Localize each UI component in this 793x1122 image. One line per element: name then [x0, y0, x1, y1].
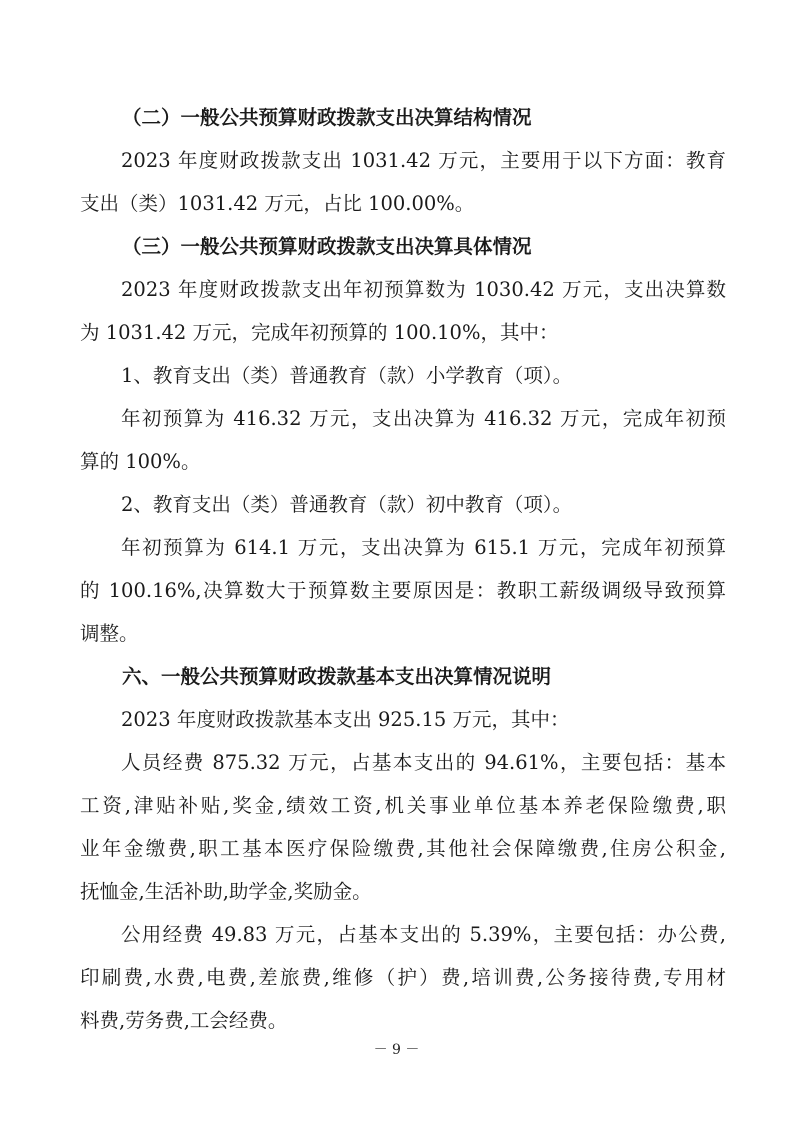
paragraph-line: 业年金缴费,职工基本医疗保险缴费,其他社会保障缴费,住房公积金,	[80, 837, 726, 860]
paragraph-line: 印刷费,水费,电费,差旅费,维修（护）费,培训费,公务接待费,专用材	[80, 966, 726, 989]
paragraph-line: 支出（类）1031.42 万元，占比 100.00%。	[80, 192, 475, 215]
paragraph-line: 年初预算为 416.32 万元，支出决算为 416.32 万元，完成年初预	[121, 407, 726, 430]
paragraph-line: 2023 年度财政拨款支出年初预算数为 1030.42 万元，支出决算数	[121, 278, 726, 301]
paragraph-line: 工资,津贴补贴,奖金,绩效工资,机关事业单位基本养老保险缴费,职	[80, 794, 726, 817]
paragraph-line: 抚恤金,生活补助,助学金,奖励金。	[80, 880, 372, 903]
paragraph-line: 公用经费 49.83 万元，占基本支出的 5.39%，主要包括：办公费,	[121, 923, 726, 946]
paragraph-line: 2023 年度财政拨款基本支出 925.15 万元，其中：	[121, 708, 570, 731]
paragraph-line: 2023 年度财政拨款支出 1031.42 万元，主要用于以下方面：教育	[121, 149, 726, 172]
paragraph-line: 年初预算为 614.1 万元，支出决算为 615.1 万元，完成年初预算	[121, 536, 726, 559]
paragraph-line: 人员经费 875.32 万元，占基本支出的 94.61%，主要包括：基本	[121, 751, 726, 774]
item-title: 1、教育支出（类）普通教育（款）小学教育（项）。	[121, 364, 573, 387]
section-heading-3: （三）一般公共预算财政拨款支出决算具体情况	[122, 235, 532, 258]
paragraph-line: 的 100.16%,决算数大于预算数主要原因是：教职工薪级调级导致预算	[80, 579, 726, 602]
paragraph-line: 为 1031.42 万元，完成年初预算的 100.10%，其中：	[80, 321, 559, 344]
paragraph-line: 调整。	[80, 622, 139, 645]
section-heading-2: （二）一般公共预算财政拨款支出决算结构情况	[122, 106, 532, 129]
paragraph-line: 算的 100%。	[80, 450, 201, 473]
section-heading-6: 六、一般公共预算财政拨款基本支出决算情况说明	[122, 665, 552, 688]
paragraph-line: 料费,劳务费,工会经费。	[80, 1009, 288, 1032]
page-number: － 9 －	[373, 1042, 420, 1058]
item-title: 2、教育支出（类）普通教育（款）初中教育（项）。	[121, 493, 573, 516]
